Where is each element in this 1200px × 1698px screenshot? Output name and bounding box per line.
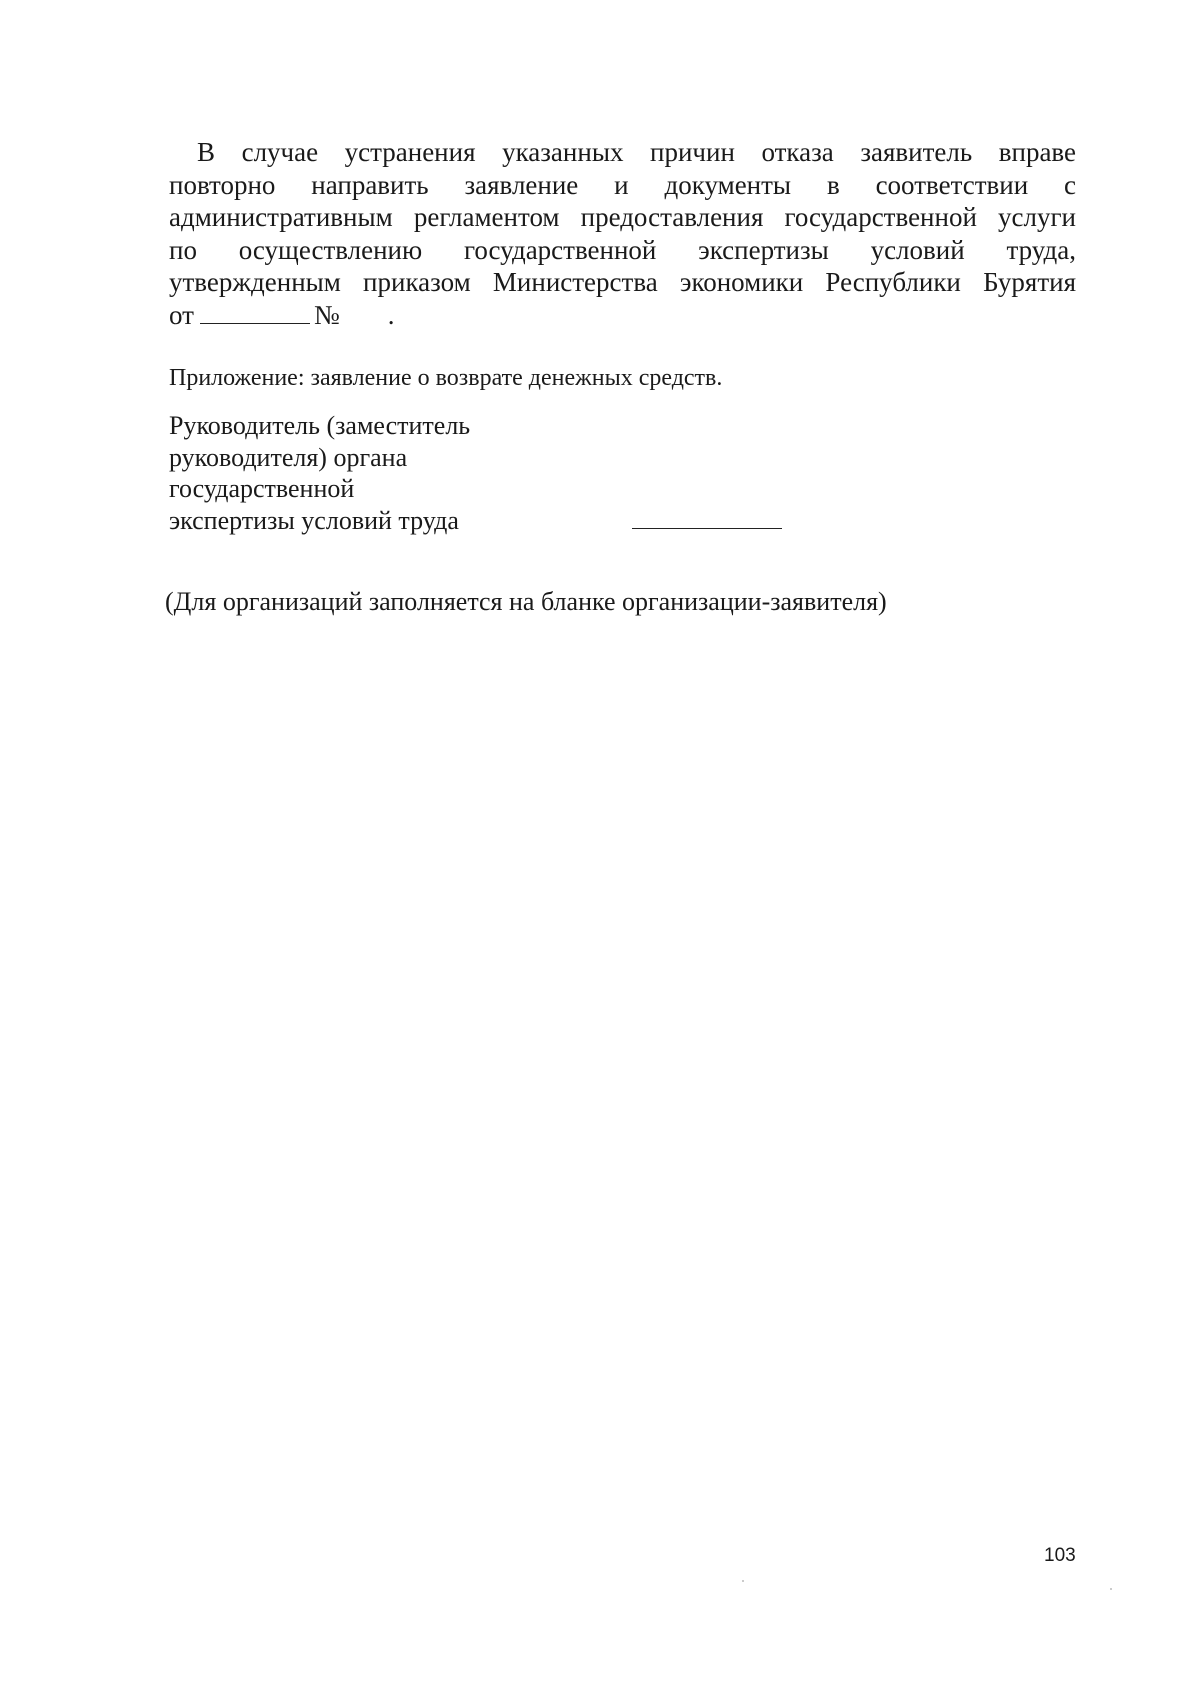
main-paragraph [169, 136, 1076, 331]
date-prefix: от [169, 299, 194, 330]
scan-speck [742, 1580, 744, 1582]
signature-line: Руководитель (заместитель [169, 411, 471, 440]
line-end-period: . [387, 299, 395, 330]
signature-blank-field [632, 528, 782, 529]
number-sign: № [313, 299, 340, 330]
signature-line: экспертизы условий труда [169, 505, 459, 535]
main-paragraph-block [169, 136, 1076, 331]
signature-line: руководителя) органа [169, 442, 408, 472]
appendix-text: Приложение: заявление о возврате денежных средств. [169, 365, 723, 391]
paragraph-line: В случае устранения указанных причин отказа заявитель вправе [197, 137, 1076, 167]
paragraph-line: повторно направить заявление и документы в соответствии с [169, 169, 1076, 200]
organization-note: (Для организаций заполняется на бланке организации-заявителя) [165, 587, 887, 616]
paragraph-line: утвержденным приказом Министерства экономики Республики Бурятия [169, 267, 1076, 297]
signature-block [169, 410, 589, 536]
paragraph-line: административным регламентом предоставления государственной услуги [169, 202, 1076, 232]
scan-speck [1110, 1588, 1112, 1590]
paragraph-line: по осуществлению государственной экспертизы условий труда, [169, 234, 1076, 265]
signature-line: государственной [169, 474, 355, 503]
date-blank-field [200, 303, 310, 324]
paragraph-last-line [169, 299, 1076, 332]
page-number: 103 [1044, 1545, 1076, 1566]
